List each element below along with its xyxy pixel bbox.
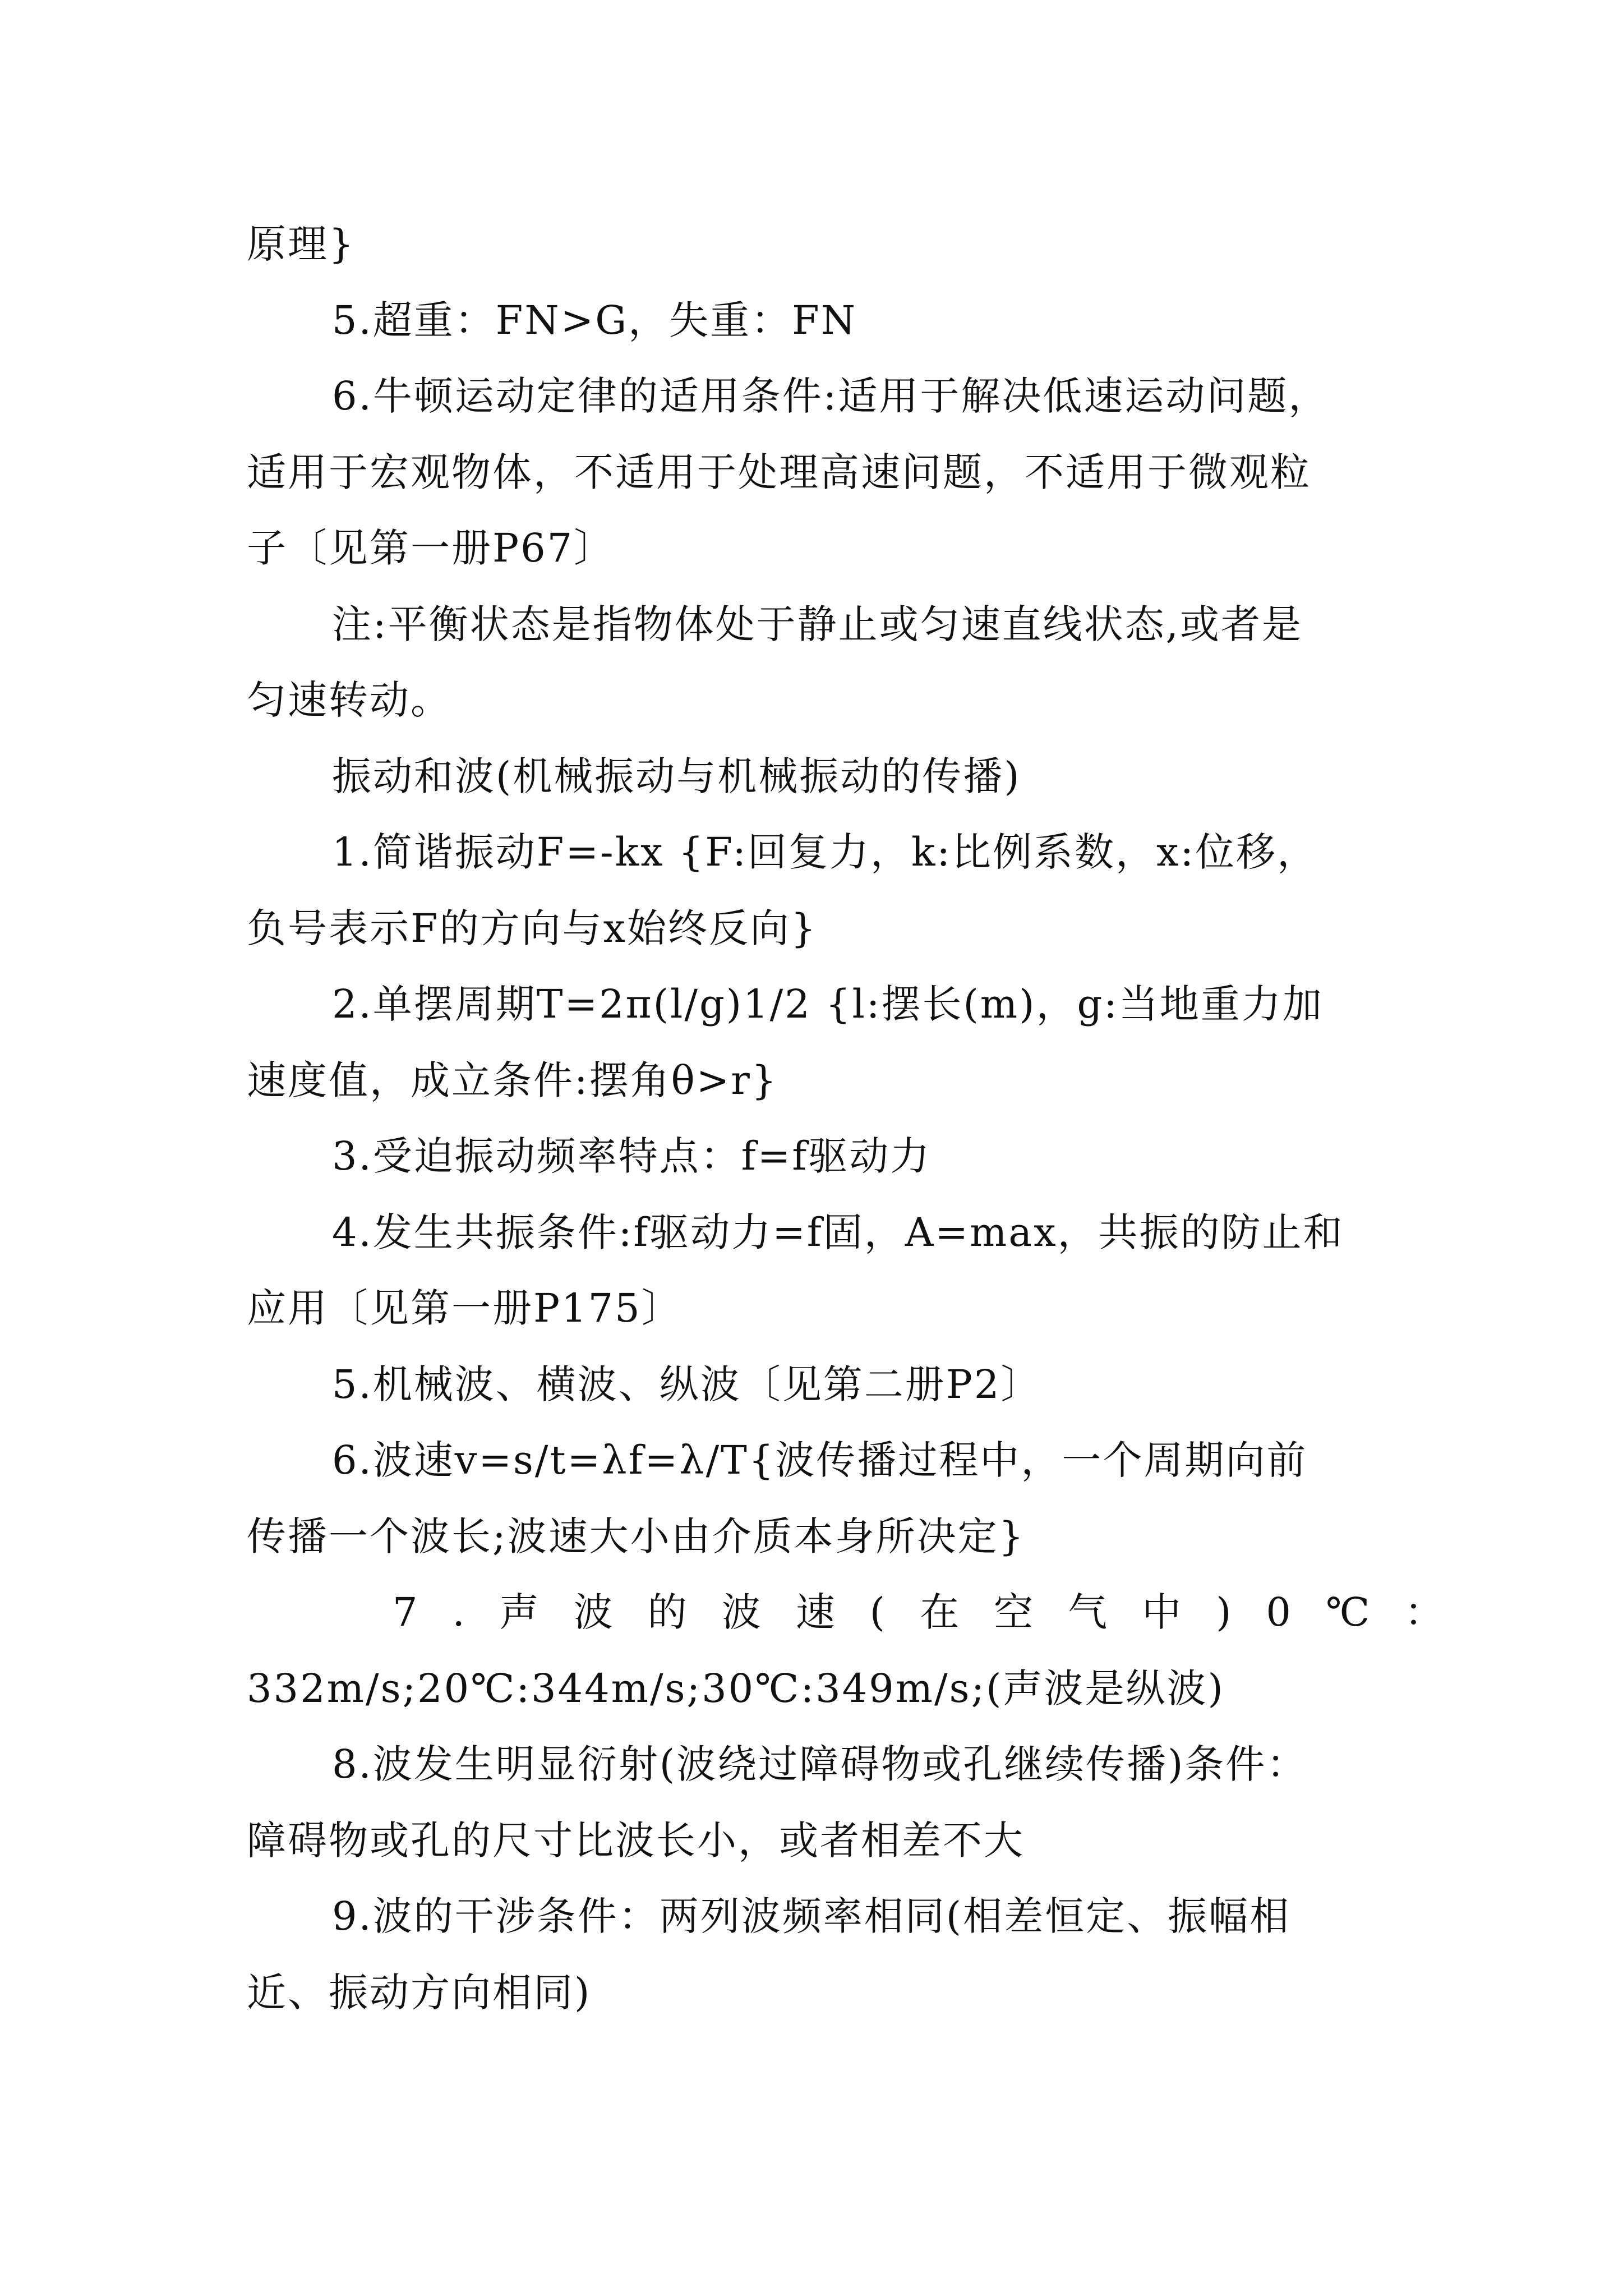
text-line: 近、振动方向相同) <box>247 1969 592 2016</box>
text-line: 6.牛顿运动定律的适用条件:适用于解决低速运动问题， <box>332 373 1330 419</box>
text-line: 速度值，成立条件:摆角θ>r} <box>247 1057 778 1103</box>
section-heading: 振动和波(机械振动与机械振动的传播) <box>332 753 1021 799</box>
text-line: 障碍物或孔的尺寸比波长小，或者相差不大 <box>247 1817 1025 1864</box>
text-line: 适用于宏观物体，不适用于处理高速问题，不适用于微观粒 <box>247 449 1311 495</box>
text-line: 原理} <box>247 221 356 267</box>
text-line: 8.波发生明显衍射(波绕过障碍物或孔继续传播)条件： <box>332 1741 1308 1787</box>
text-line: 9.波的干涉条件：两列波频率相同(相差恒定、振幅相 <box>332 1893 1291 1939</box>
text-line: 332m/s;20℃:344m/s;30℃:349m/s;(声波是纵波) <box>247 1665 1225 1711</box>
text-line-spaced: 7.声波的波速(在空气中)0℃： <box>393 1589 1479 1635</box>
text-line: 6.波速v=s/t=λf=λ/T{波传播过程中，一个周期向前 <box>332 1437 1308 1483</box>
text-line: 注:平衡状态是指物体处于静止或匀速直线状态,或者是 <box>332 601 1303 647</box>
document-body <box>247 206 1479 2031</box>
text-line: 5.机械波、横波、纵波〔见第二册P2〕 <box>332 1361 1042 1407</box>
text-line: 子〔见第一册P67〕 <box>247 525 615 571</box>
text-line: 传播一个波长;波速大小由介质本身所决定} <box>247 1513 1026 1559</box>
text-line: 5.超重：FN>G，失重：FN <box>332 297 857 343</box>
text-line: 4.发生共振条件:f驱动力=f固，A=max，共振的防止和 <box>332 1209 1344 1255</box>
text-line: 匀速转动。 <box>247 677 451 723</box>
text-line: 3.受迫振动频率特点：f=f驱动力 <box>332 1133 932 1179</box>
text-line: 2.单摆周期T=2π(l/g)1/2 {l:摆长(m)，g:当地重力加 <box>332 981 1324 1027</box>
text-line: 应用〔见第一册P175〕 <box>247 1285 683 1331</box>
text-line: 负号表示F的方向与x始终反向} <box>247 905 818 951</box>
text-line: 1.简谐振动F=-kx {F:回复力，k:比例系数，x:位移， <box>332 829 1318 875</box>
